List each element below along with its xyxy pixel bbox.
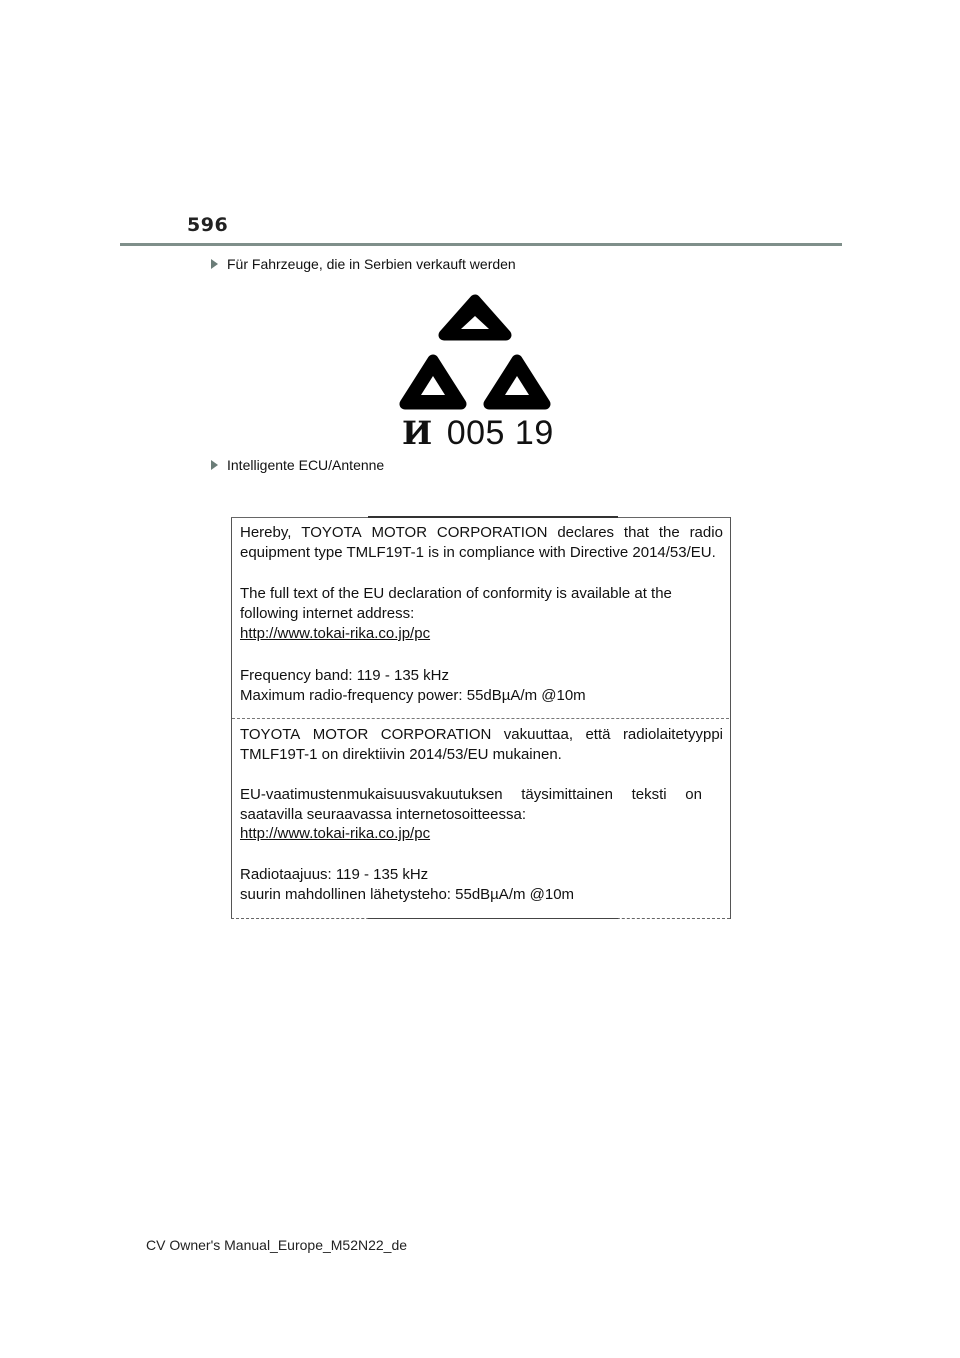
declaration-en-url: http://www.tokai-rika.co.jp/pc (240, 625, 431, 642)
declaration-fi-line4: saatavilla seuraavassa internetosoitteessa: (240, 806, 526, 823)
word: radio (689, 524, 723, 541)
declaration-en-frequency: Frequency band: 119 - 135 kHz (240, 667, 450, 684)
serbian-mark-letter: И (402, 414, 433, 452)
word: teksti (631, 786, 667, 803)
declaration-en-line1 (240, 524, 723, 542)
word: MOTOR (371, 524, 428, 541)
declaration-fi-power: suurin mahdollinen lähetysteho: 55dBµA/m @10m (240, 886, 575, 903)
section-heading-serbia (211, 256, 516, 272)
word: että (585, 726, 611, 743)
page-number: 596 (187, 214, 229, 236)
declaration-en-power: Maximum radio-frequency power: 55dBµA/m @10m (240, 687, 586, 704)
declaration-bottom-border-accent (368, 918, 618, 919)
word: CORPORATION (436, 524, 548, 541)
section-heading-ecu (211, 457, 384, 473)
serbian-mark-number: 005 19 (446, 414, 554, 452)
triangle-bullet-icon (211, 460, 218, 470)
declaration-fi-line1 (240, 726, 723, 744)
word: radiolaitetyyppi (622, 726, 723, 743)
word: MOTOR (312, 726, 369, 743)
word: Hereby, (240, 524, 292, 541)
declaration-fi-url: http://www.tokai-rika.co.jp/pc (240, 825, 431, 842)
word: TOYOTA (240, 726, 301, 743)
word: the (658, 524, 680, 541)
declaration-fi-line2: TMLF19T-1 on direktiivin 2014/53/EU mukainen. (240, 746, 562, 763)
section-heading-serbia-label: Für Fahrzeuge, die in Serbien verkauft werden (227, 256, 516, 272)
word: that (623, 524, 649, 541)
word: TOYOTA (301, 524, 362, 541)
declaration-fi-frequency: Radiotaajuus: 119 - 135 kHz (240, 866, 429, 883)
section-heading-ecu-label: Intelligente ECU/Antenne (227, 457, 385, 473)
word: vakuuttaa, (503, 726, 573, 743)
serbian-mark-code (402, 414, 554, 453)
word: declares (557, 524, 615, 541)
declaration-en-line3: The full text of the EU declaration of conformity is available at the (240, 585, 672, 602)
word: on (685, 786, 702, 803)
declaration-en-line4: following internet address: (240, 605, 415, 622)
header-rule (120, 243, 842, 246)
word: täysimittainen (521, 786, 613, 803)
declaration-top-border-accent (368, 516, 618, 518)
word: CORPORATION (380, 726, 492, 743)
declaration-divider (232, 718, 729, 719)
declaration-en-line2: equipment type TMLF19T-1 is in compliance with Directive 2014/53/EU. (240, 544, 716, 561)
triangle-bullet-icon (211, 259, 218, 269)
word: EU-vaatimustenmukaisuusvakuutuksen (240, 786, 503, 803)
footer-manual-id: CV Owner's Manual_Europe_M52N22_de (146, 1237, 408, 1253)
declaration-fi-line3 (240, 786, 702, 804)
